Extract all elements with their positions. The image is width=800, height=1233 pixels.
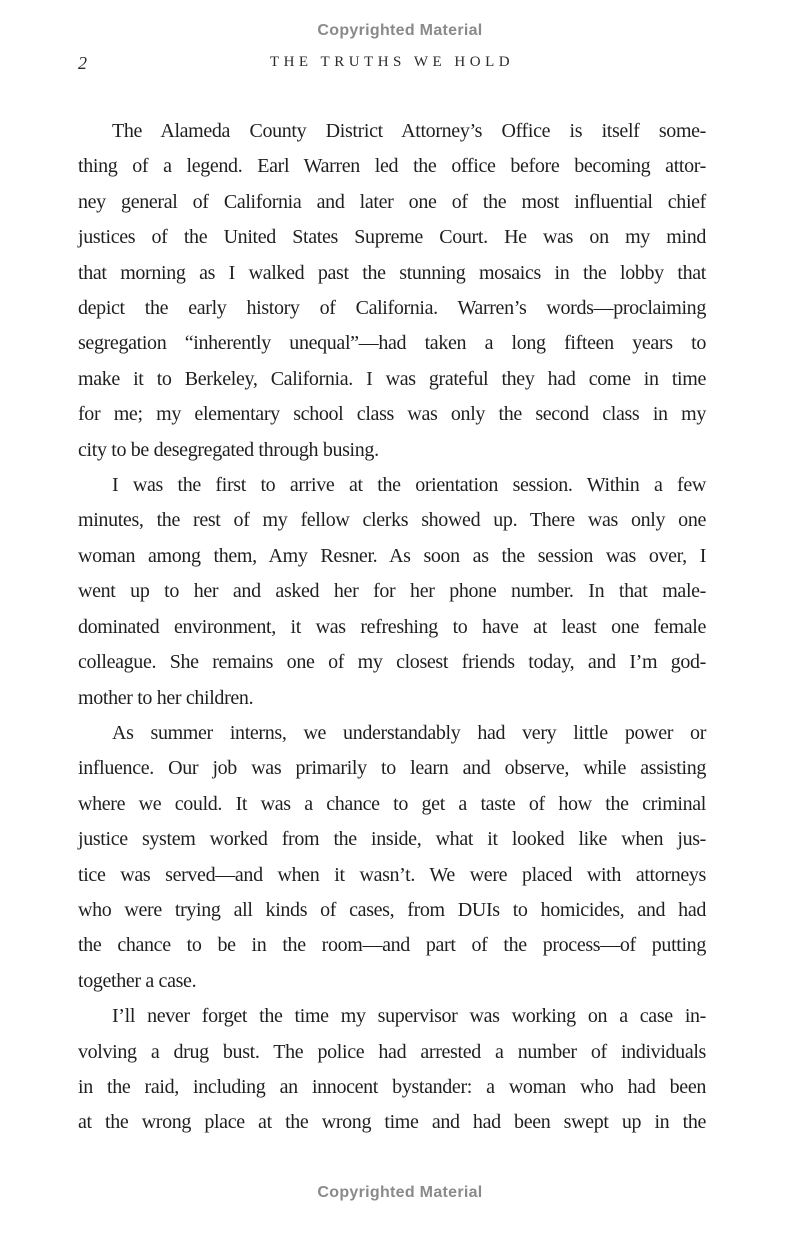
paragraph [78,468,706,716]
text-line: mother to her children. [78,686,254,709]
page-number: 2 [78,53,87,73]
text-line: I was the first to arrive at the orientation session. Within a few [112,474,706,497]
text-line: justices of the United States Supreme Court. He was on my mind [78,226,706,249]
text-line: I’ll never forget the time my supervisor was working on a case in- [112,1005,706,1028]
text-line: for me; my elementary school class was only the second class in my [78,403,706,426]
text-line: where we could. It was a chance to get a taste of how the criminal [78,792,706,815]
paragraph [78,114,706,468]
text-line: As summer interns, we understandably had very little power or [112,721,706,744]
text-line: at the wrong place at the wrong time and had been swept up in the [78,1111,706,1134]
text-line: volving a drug bust. The police had arrested a number of individuals [78,1040,706,1063]
text-line: influence. Our job was primarily to learn and observe, while assisting [78,757,706,780]
copyright-banner-bottom: Copyrighted Material [317,1184,483,1201]
text-line: ney general of California and later one of the most influential chief [78,190,706,213]
text-line: together a case. [78,969,197,992]
text-line: who were trying all kinds of cases, from DUIs to homicides, and had [78,898,706,921]
body-text [78,114,706,1141]
running-header-title: THE TRUTHS WE HOLD [269,54,515,70]
text-line: tice was served—and when it wasn’t. We were placed with attorneys [78,863,706,886]
text-line: that morning as I walked past the stunning mosaics in the lobby that [78,261,706,284]
copyright-banner-top: Copyrighted Material [317,22,483,39]
text-line: minutes, the rest of my fellow clerks showed up. There was only one [78,509,706,532]
text-line: make it to Berkeley, California. I was grateful they had come in time [78,367,706,390]
text-line: the chance to be in the room—and part of the process—of putting [78,934,706,957]
text-line: dominated environment, it was refreshing to have at least one female [78,615,706,638]
text-line: went up to her and asked her for her phone number. In that male- [78,580,706,603]
paragraph [78,999,706,1141]
text-line: depict the early history of California. Warren’s words—proclaiming [78,297,706,320]
text-line: in the raid, including an innocent bystander: a woman who had been [78,1075,706,1098]
text-line: thing of a legend. Earl Warren led the office before becoming attor- [78,155,706,178]
text-line: city to be desegregated through busing. [78,438,379,461]
text-line: The Alameda County District Attorney’s Office is itself some- [112,120,706,142]
text-line: woman among them, Amy Resner. As soon as the session was over, I [78,544,706,567]
page-header [78,53,706,75]
text-line: colleague. She remains one of my closest friends today, and I’m god- [78,651,706,674]
text-line: segregation “inherently unequal”—had taken a long fifteen years to [78,332,706,355]
text-line: justice system worked from the inside, what it looked like when jus- [78,828,706,851]
paragraph [78,716,706,999]
